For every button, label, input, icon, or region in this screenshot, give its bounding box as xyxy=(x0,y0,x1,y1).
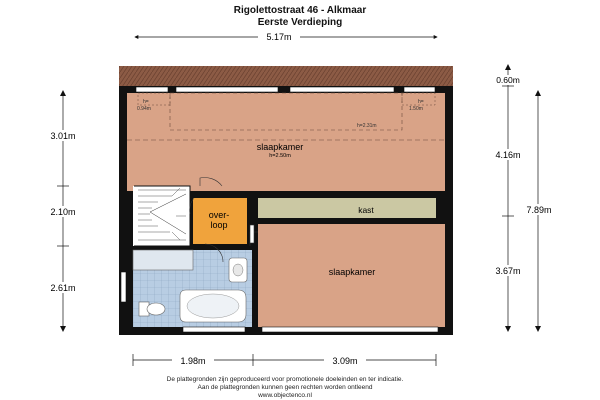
bedroom-1-label: slaapkamer xyxy=(256,142,304,152)
landing-label-line1: over- xyxy=(208,210,230,220)
closet xyxy=(258,198,436,218)
sill-left-h: h= xyxy=(143,99,149,105)
roof xyxy=(119,66,453,87)
dim-top-width: 5.17m xyxy=(266,32,292,42)
closet-label: kast xyxy=(358,205,374,215)
footer-rights: Aan de plattegronden kunnen geen rechten worden ontleend xyxy=(197,384,373,391)
dim-left-middle: 2.10m xyxy=(50,207,76,217)
dim-right-total: 7.89m xyxy=(526,205,552,215)
floor-title: Eerste Verdieping xyxy=(257,17,343,28)
dim-left-lower: 2.61m xyxy=(50,283,76,293)
sill-left-value: 0.94m xyxy=(137,106,151,112)
landing-label-line2: loop xyxy=(210,220,228,230)
dimension-top xyxy=(135,31,437,42)
bedroom-2-label: slaapkamer xyxy=(328,267,376,277)
dim-bottom-left: 1.98m xyxy=(180,356,206,366)
dim-bottom-right: 3.09m xyxy=(332,356,358,366)
dimensions-right xyxy=(502,70,538,326)
address-title: Rigolettostraat 46 - Alkmaar xyxy=(233,5,367,16)
toilet xyxy=(147,303,165,315)
dim-right-lower: 3.67m xyxy=(495,266,521,276)
footer-disclaimer: De plattegronden zijn geproduceerd voor promotionele doeleinden en ter indicatie. xyxy=(166,376,404,383)
windows-bottom xyxy=(183,327,438,332)
dormer-height: h=2.31m xyxy=(357,123,377,129)
sill-right-h: h= xyxy=(418,99,424,105)
sill-right-value: 1.50m xyxy=(409,106,423,112)
dim-left-upper: 3.01m xyxy=(50,131,76,141)
bedroom-1-height: h=2.50m xyxy=(269,153,291,159)
windows-left xyxy=(121,272,126,302)
footer-website: www.objectenco.nl xyxy=(258,392,312,399)
dim-roof-depth: 0.60m xyxy=(496,75,520,85)
dim-right-upper: 4.16m xyxy=(495,150,521,160)
